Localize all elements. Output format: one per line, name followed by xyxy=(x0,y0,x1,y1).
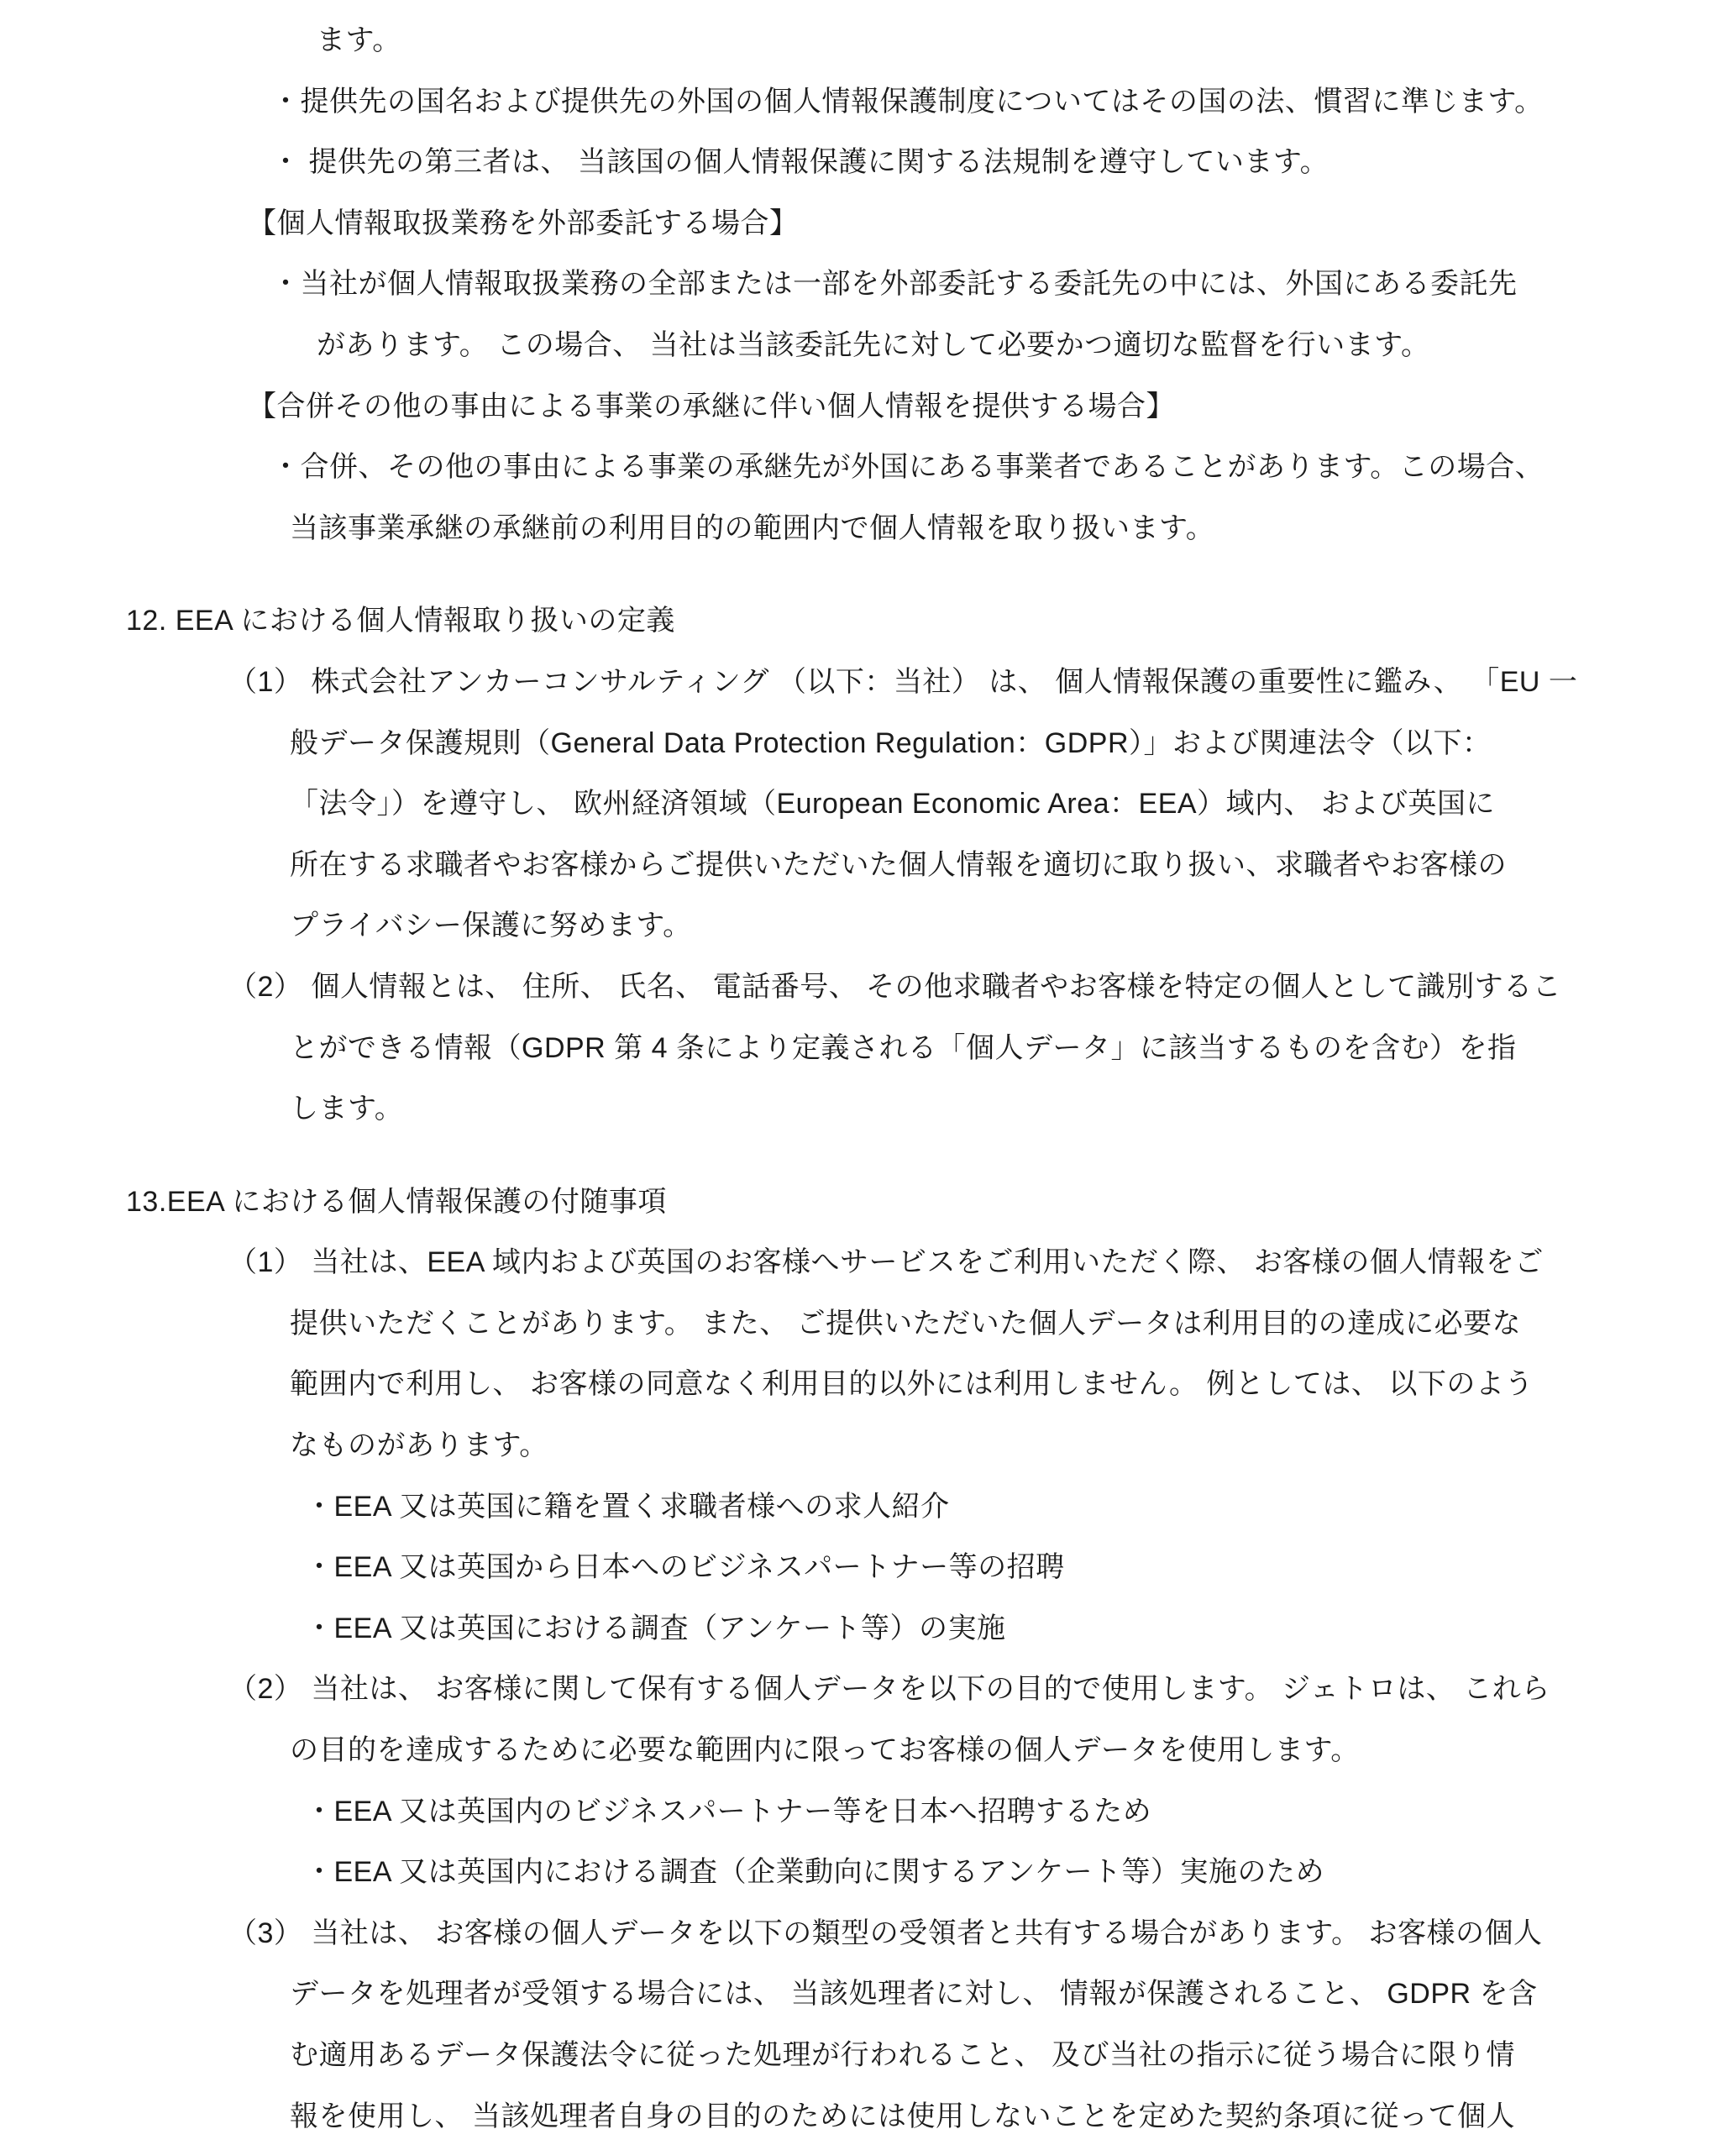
sub-bullet-item: ・EEA 又は英国内における調査（企業動向に関するアンケート等）実施のため xyxy=(305,1856,1325,1889)
bullet-item: ・ 提供先の第三者は、 当該国の個人情報保護に関する法規制を遵守しています。 xyxy=(271,146,1330,179)
paragraph-continuation: む適用あるデータ保護法令に従った処理が行われること、 及び当社の指示に従う場合に限り情 xyxy=(290,2039,1515,2071)
paragraph-continuation: します。 xyxy=(290,1093,404,1125)
paragraph-continuation: 報を使用し、 当該処理者自身の目的のためには使用しないことを定めた契約条項に従って個人 xyxy=(290,2100,1515,2132)
section-heading: 13.EEA における個人情報保護の付随事項 xyxy=(126,1185,667,1218)
paragraph-continuation: 「法令」）を遵守し、 欧州経済領域（European Economic Area：EEA）域内、 および英国に xyxy=(290,788,1495,821)
paragraph-continuation: 般データ保護規則（General Data Protection Regulation：GDPR）」および関連法令（以下： xyxy=(290,726,1492,759)
numbered-item: （3） 当社は、 お客様の個人データを以下の類型の受領者と共有する場合があります。 お客様の個人 xyxy=(228,1917,1543,1949)
numbered-item: （1） 当社は、EEA 域内および英国のお客様へサービスをご利用いただく際、 お客様の個人情報をご xyxy=(228,1246,1544,1279)
sub-bullet-item: ・EEA 又は英国内のビジネスパートナー等を日本へ招聘するため xyxy=(305,1795,1152,1828)
paragraph-continuation: データを処理者が受領する場合には、 当該処理者に対し、 情報が保護されること、 GDPR を含 xyxy=(290,1978,1538,2011)
paragraph-continuation: 範囲内で利用し、 お客様の同意なく利用目的以外には利用しません。 例としては、 以下のよう xyxy=(290,1368,1534,1401)
bracket-header: 【個人情報取扱業務を外部委託する場合】 xyxy=(248,207,799,239)
sub-bullet-item: ・EEA 又は英国から日本へのビジネスパートナー等の招聘 xyxy=(305,1551,1065,1584)
section-heading: 12. EEA における個人情報取り扱いの定義 xyxy=(126,605,675,637)
paragraph-continuation: とができる情報（GDPR 第 4 条により定義される「個人データ」に該当するものを含む）を指 xyxy=(290,1031,1517,1064)
paragraph-continuation: 提供いただくことがあります。 また、 ご提供いただいた個人データは利用目的の達成に必要な xyxy=(290,1307,1522,1340)
paragraph-continuation: の目的を達成するために必要な範囲内に限ってお客様の個人データを使用します。 xyxy=(290,1734,1360,1767)
bracket-header: 【合併その他の事由による事業の承継に伴い個人情報を提供する場合】 xyxy=(248,390,1175,422)
bullet-item: ・当社が個人情報取扱業務の全部または一部を外部委託する委託先の中には、外国にある委託先 xyxy=(271,268,1518,301)
paragraph-continuation: ます。 xyxy=(317,24,401,56)
numbered-item: （2） 個人情報とは、 住所、 氏名、 電話番号、 その他求職者やお客様を特定の個人として識別するこ xyxy=(228,970,1562,1003)
bullet-item: ・提供先の国名および提供先の外国の個人情報保護制度についてはその国の法、慣習に準じます。 xyxy=(271,85,1544,118)
sub-bullet-item: ・EEA 又は英国における調査（アンケート等）の実施 xyxy=(305,1612,1006,1644)
paragraph-continuation: プライバシー保護に努めます。 xyxy=(290,910,692,942)
bullet-item: ・合併、その他の事由による事業の承継先が外国にある事業者であることがあります。この場合、 xyxy=(271,451,1545,484)
sub-bullet-item: ・EEA 又は英国に籍を置く求職者様への求人紹介 xyxy=(305,1490,950,1523)
numbered-item: （1） 株式会社アンカーコンサルティング （以下：当社） は、 個人情報保護の重要性に鑑み、 「EU 一 xyxy=(228,665,1578,698)
paragraph-continuation: 当該事業承継の承継前の利用目的の範囲内で個人情報を取り扱います。 xyxy=(290,511,1215,544)
paragraph-continuation: があります。 この場合、 当社は当該委託先に対して必要かつ適切な監督を行います。 xyxy=(317,328,1430,361)
paragraph-continuation: なものがあります。 xyxy=(290,1429,548,1462)
numbered-item: （2） 当社は、 お客様に関して保有する個人データを以下の目的で使用します。 ジェトロは、 これら xyxy=(228,1673,1550,1706)
paragraph-continuation: 所在する求職者やお客様からご提供いただいた個人情報を適切に取り扱い、求職者やお客様の xyxy=(290,848,1507,881)
